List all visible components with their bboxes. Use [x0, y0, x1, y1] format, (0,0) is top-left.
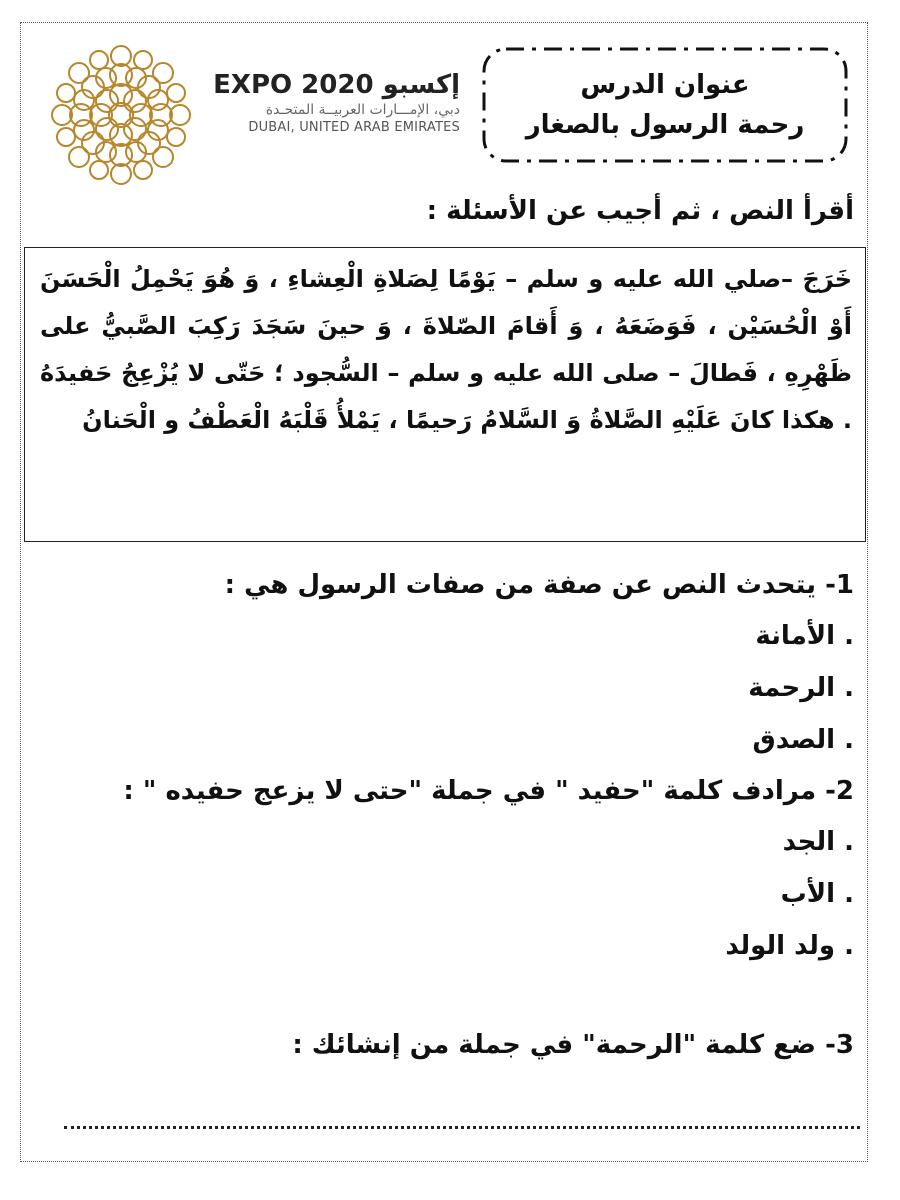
- expo-subtitle-english: DUBAI, UNITED ARAB EMIRATES: [248, 120, 460, 135]
- question-2-option-2[interactable]: . الأب: [780, 879, 854, 909]
- question-1: [34, 560, 854, 766]
- question-3: [34, 1020, 854, 1070]
- question-2: [34, 766, 854, 972]
- question-1-option-2[interactable]: . الرحمة: [748, 673, 854, 703]
- question-1-text: 1- يتحدث النص عن صفة من صفات الرسول هي :: [224, 570, 854, 600]
- question-1-option-3[interactable]: . الصدق: [752, 725, 854, 755]
- question-2-text: 2- مرادف كلمة "حفيد " في جملة "حتى لا يزعج حفيده " :: [123, 776, 854, 806]
- question-3-text: 3- ضع كلمة "الرحمة" في جملة من إنشائك :: [292, 1030, 854, 1060]
- expo-wordmark: [210, 70, 460, 160]
- answer-line[interactable]: [64, 1120, 860, 1129]
- question-2-option-1[interactable]: . الجد: [782, 827, 854, 857]
- expo-brand-text: EXPO 2020 إكسبو: [213, 70, 460, 100]
- lesson-title: رحمة الرسول بالصغار: [525, 110, 805, 140]
- lesson-title-box: [480, 45, 850, 165]
- expo-logo-icon: [46, 40, 196, 190]
- reading-passage: خَرَجَ –صلي الله عليه و سلم – يَوْمًا لِصَلاةِ الْعِشاءِ ، وَ هُوَ يَحْمِلُ الْحَسَنَ أَوْ الْحُسَيْن ، فَوَضَعَهُ ، وَ أَقامَ الصّلاةَ ، وَ حينَ سَجَدَ رَكِبَ الصَّبيُّ على ظَهْرِهِ ، فَطالَ – صلى الله عليه و سلم – السُّجود ؛ حَتّى لا يُزْعِجُ حَفيدَهُ . هكذا كانَ عَلَيْهِ الصَّلاةُ وَ السَّلامُ رَحيمًا ، يَمْلأُ قَلْبَهُ الْعَطْفُ و الْحَنانُ: [40, 265, 852, 434]
- question-1-option-1[interactable]: . الأمانة: [755, 621, 854, 651]
- lesson-title-label: عنوان الدرس: [580, 70, 750, 100]
- expo-subtitle-arabic: دبي، الإمـــارات العربيــة المتحـدة: [265, 102, 460, 118]
- instruction-text: أقرأ النص ، ثم أجيب عن الأسئلة :: [426, 196, 854, 226]
- question-2-option-3[interactable]: . ولد الولد: [725, 931, 854, 961]
